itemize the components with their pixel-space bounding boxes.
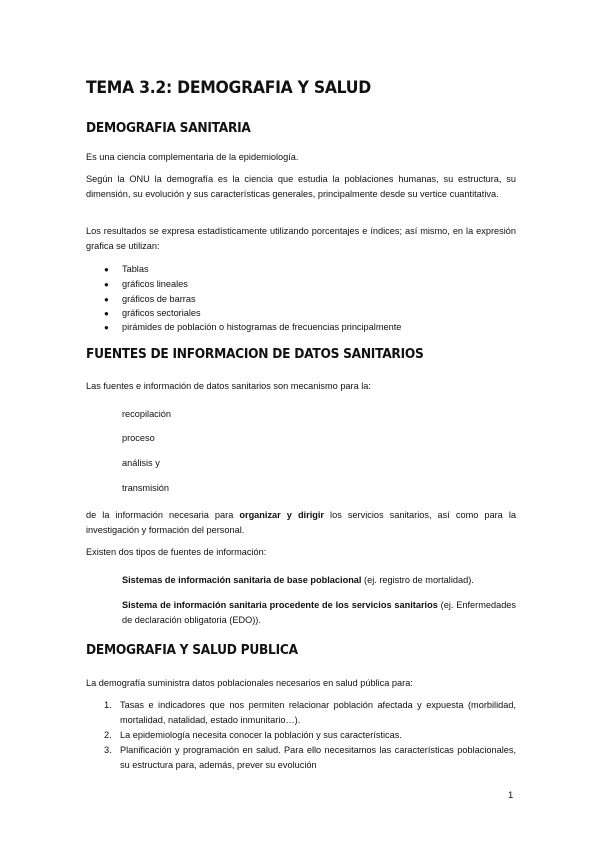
page-number: 1 [508,790,514,801]
paragraph: Es una ciencia complementaria de la epidemiología. [86,152,299,162]
section-heading-salud-publica: DEMOGRAFIA Y SALUD PUBLICA [86,642,298,658]
section-heading-fuentes: FUENTES DE INFORMACION DE DATOS SANITARIOS [86,346,424,362]
bullet-icon: ● [104,295,109,304]
bullet-icon: ● [104,309,109,318]
paragraph: La demografía suministra datos poblacionales necesarios en salud pública para: [86,678,413,688]
page-title: TEMA 3.2: DEMOGRAFIA Y SALUD [86,78,371,98]
paragraph: Existen dos tipos de fuentes de información: [86,547,267,557]
paragraph: de la información necesaria para organizar y dirigir los servicios sanitarios, así como para la investigación y formación del personal. [86,510,516,535]
section-heading-demografia-sanitaria: DEMOGRAFIA SANITARIA [86,120,251,136]
bullet-icon: ● [104,323,109,332]
bullet-icon: ● [104,265,109,274]
paragraph: Según la ONU la demografía es la ciencia que estudia la poblaciones humanas, su estructura, su dimensión, su evolución y sus características generales, principalmente desde su vertice cuantitativa. [86,174,516,199]
paragraph: Las fuentes e información de datos sanitarios son mecanismo para la: [86,381,371,391]
paragraph: Los resultados se expresa estadísticamente utilizando porcentajes e índices; así mismo, en la expresión grafica se utilizan: [86,226,516,251]
bullet-icon: ● [104,280,109,289]
